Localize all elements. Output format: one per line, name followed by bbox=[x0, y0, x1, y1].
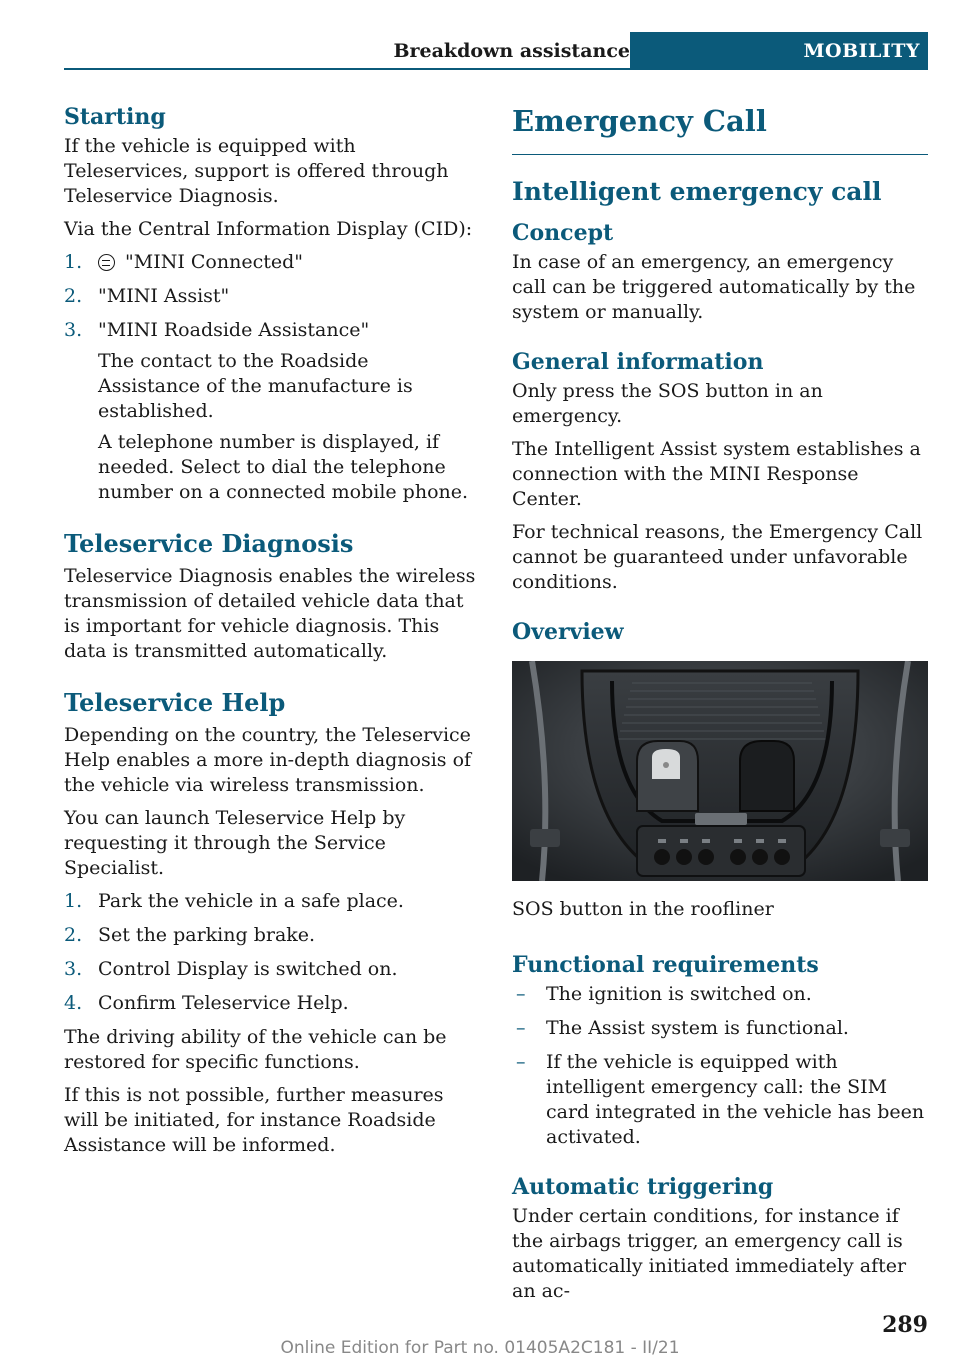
list-item bbox=[512, 982, 928, 1007]
requirement-text: If the vehicle is equipped with intelligent emergency call: the SIM card integrated in the vehicle has been activated. bbox=[546, 1051, 925, 1148]
heading-overview: Overview bbox=[512, 619, 624, 645]
header-chapter-tab: MOBILITY bbox=[630, 32, 928, 70]
page-header bbox=[64, 32, 928, 70]
requirement-text: The ignition is switched on. bbox=[546, 983, 812, 1005]
dash-bullet: – bbox=[516, 1051, 526, 1073]
dash-bullet: – bbox=[516, 1017, 526, 1039]
step-number: 4. bbox=[64, 992, 83, 1014]
left-column bbox=[64, 104, 476, 1166]
help-paragraph-4: If this is not possible, further measures will be initiated, for instance Roadside Assistance will be informed. bbox=[64, 1084, 444, 1156]
step-number: 1. bbox=[64, 251, 83, 273]
starting-via: Via the Central Information Display (CID): bbox=[64, 218, 473, 240]
mini-connected-icon bbox=[98, 254, 115, 271]
right-column bbox=[512, 104, 928, 1312]
requirement-text: The Assist system is functional. bbox=[546, 1017, 849, 1039]
heading-concept: Concept bbox=[512, 220, 614, 246]
sos-button-photo bbox=[512, 661, 928, 881]
step-text: Set the parking brake. bbox=[98, 924, 316, 946]
step-note: The contact to the Roadside Assistance of the manufacture is established. bbox=[98, 350, 413, 422]
list-item bbox=[512, 1016, 928, 1041]
dash-bullet: – bbox=[516, 983, 526, 1005]
step-number: 2. bbox=[64, 285, 83, 307]
heading-starting: Starting bbox=[64, 104, 166, 130]
list-item bbox=[64, 284, 476, 309]
general-paragraph-1: Only press the SOS button in an emergency. bbox=[512, 380, 823, 427]
requirements-list bbox=[512, 982, 928, 1150]
step-text: "MINI Assist" bbox=[98, 285, 230, 307]
list-item bbox=[64, 923, 476, 948]
step-text: "MINI Roadside Assistance" bbox=[98, 319, 370, 341]
automatic-text: Under certain conditions, for instance if the airbags trigger, an emergency call is automatically initiated immediately after an ac- bbox=[512, 1205, 907, 1302]
header-section-title: Breakdown assistance bbox=[393, 40, 630, 62]
step-number: 3. bbox=[64, 958, 83, 980]
heading-functional-requirements: Functional requirements bbox=[512, 952, 819, 978]
diagnosis-text: Teleservice Diagnosis enables the wireless transmission of detailed vehicle data that is important for vehicle diagnosis. This data is transmitted automatically. bbox=[64, 565, 476, 662]
heading-teleservice-diagnosis: Teleservice Diagnosis bbox=[64, 529, 354, 558]
step-text: Park the vehicle in a safe place. bbox=[98, 890, 404, 912]
step-text: Control Display is switched on. bbox=[98, 958, 398, 980]
starting-steps bbox=[64, 250, 476, 505]
list-item bbox=[64, 957, 476, 982]
step-number: 3. bbox=[64, 319, 83, 341]
roofliner-illustration bbox=[512, 661, 928, 881]
footer-edition-note: Online Edition for Part no. 01405A2C181 - II/21 bbox=[280, 1338, 680, 1358]
starting-intro: If the vehicle is equipped with Teleservices, support is offered through Teleservice Diagnosis. bbox=[64, 135, 449, 207]
general-paragraph-2: The Intelligent Assist system establishes a connection with the MINI Response Center. bbox=[512, 438, 921, 510]
step-note: A telephone number is displayed, if needed. Select to dial the telephone number on a connected mobile phone. bbox=[98, 431, 469, 503]
heading-automatic-triggering: Automatic triggering bbox=[512, 1174, 774, 1200]
list-item bbox=[64, 250, 476, 275]
page-title: Emergency Call bbox=[512, 104, 928, 155]
list-item bbox=[64, 889, 476, 914]
header-rule bbox=[64, 68, 928, 70]
heading-intelligent-emergency-call: Intelligent emergency call bbox=[512, 177, 882, 206]
help-paragraph-1: Depending on the country, the Teleservice Help enables a more in-depth diagnosis of the vehicle via wireless transmission. bbox=[64, 724, 472, 796]
step-number: 2. bbox=[64, 924, 83, 946]
heading-teleservice-help: Teleservice Help bbox=[64, 688, 286, 717]
photo-caption: SOS button in the roofliner bbox=[512, 898, 774, 920]
heading-general-information: General information bbox=[512, 349, 764, 375]
step-text: "MINI Connected" bbox=[125, 251, 303, 273]
step-text: Confirm Teleservice Help. bbox=[98, 992, 349, 1014]
list-item bbox=[64, 991, 476, 1016]
step-number: 1. bbox=[64, 890, 83, 912]
page-number: 289 bbox=[882, 1312, 928, 1338]
general-paragraph-3: For technical reasons, the Emergency Call cannot be guaranteed under unfavorable conditions. bbox=[512, 521, 923, 593]
help-steps bbox=[64, 889, 476, 1016]
list-item bbox=[64, 318, 476, 505]
concept-text: In case of an emergency, an emergency call can be triggered automatically by the system or manually. bbox=[512, 251, 916, 323]
help-paragraph-2: You can launch Teleservice Help by requesting it through the Service Specialist. bbox=[64, 807, 406, 879]
list-item bbox=[512, 1050, 928, 1150]
help-paragraph-3: The driving ability of the vehicle can be restored for specific functions. bbox=[64, 1026, 447, 1073]
